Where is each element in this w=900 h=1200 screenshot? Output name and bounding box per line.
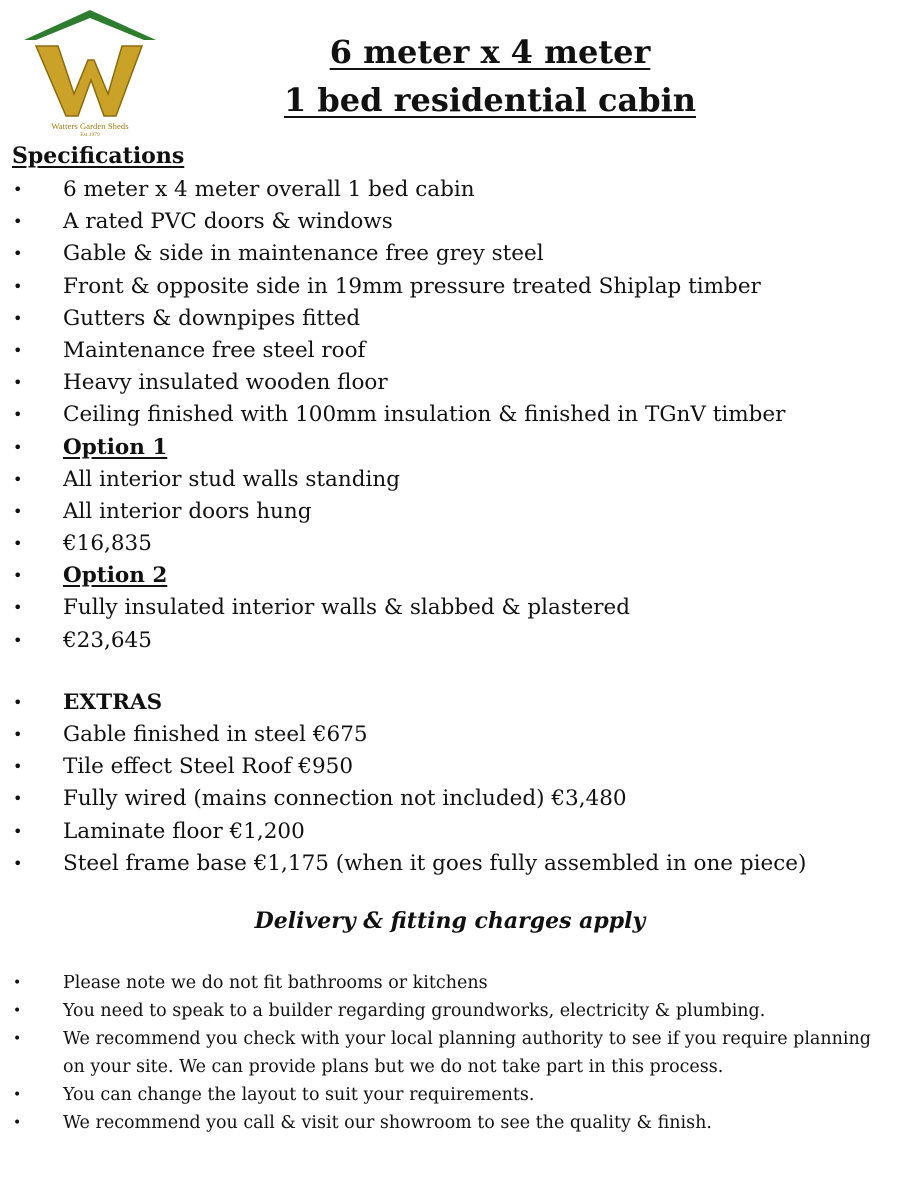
spec-item xyxy=(0,206,806,238)
spec-item xyxy=(0,432,806,464)
notes-list xyxy=(0,969,890,1137)
spec-item xyxy=(0,238,806,270)
spec-item xyxy=(0,783,806,815)
spec-item-text: Steel frame base €1,175 (when it goes fully assembled in one piece) xyxy=(63,850,807,876)
delivery-note: Delivery & fitting charges apply xyxy=(254,908,646,934)
spec-item-text: Gutters & downpipes fitted xyxy=(63,305,361,331)
spec-item xyxy=(0,367,806,399)
note-item: • Please note we do not fit bathrooms or kitchens xyxy=(0,969,890,997)
spec-item-text: EXTRAS xyxy=(63,689,163,715)
spec-item xyxy=(0,303,806,335)
spec-item-text: Gable finished in steel €675 xyxy=(63,722,368,747)
spec-item-text: Gable & side in maintenance free grey steel xyxy=(63,241,544,267)
title-line-2: 1 bed residential cabin xyxy=(283,81,697,119)
spec-item-text: A rated PVC doors & windows xyxy=(63,209,393,235)
spec-item-text: €23,645 xyxy=(63,627,152,653)
note-item: • You need to speak to a builder regarding groundworks, electricity & plumbing. xyxy=(0,997,890,1025)
spec-item-text: Tile effect Steel Roof €950 xyxy=(63,754,353,780)
spec-item-text: Maintenance free steel roof xyxy=(63,337,366,363)
spec-item xyxy=(0,496,806,528)
spec-item-text: All interior doors hung xyxy=(63,498,312,524)
spec-item-text: Front & opposite side in 19mm pressure treated Shiplap timber xyxy=(63,273,761,299)
title-line-1: 6 meter x 4 meter xyxy=(329,33,651,71)
spec-item xyxy=(0,719,806,751)
spec-item-text: Heavy insulated wooden floor xyxy=(63,370,388,396)
logo-company-name: Watters Garden Sheds xyxy=(51,121,129,131)
spec-item-text: Laminate floor €1,200 xyxy=(63,818,305,844)
spec-item xyxy=(0,687,806,719)
spec-item xyxy=(0,592,806,624)
spec-item xyxy=(0,848,806,880)
specifications-list xyxy=(0,174,806,880)
spec-item-text: 6 meter x 4 meter overall 1 bed cabin xyxy=(63,177,475,202)
page-title xyxy=(170,28,810,124)
spec-item-text: Option 2 xyxy=(63,563,168,589)
spec-item xyxy=(0,816,806,848)
spec-item-text: Fully wired (mains connection not included) €3,480 xyxy=(63,786,627,812)
company-logo xyxy=(22,8,158,140)
spec-item-text: Fully insulated interior walls & slabbed & plastered xyxy=(63,595,631,621)
spec-item xyxy=(0,560,806,592)
spec-item xyxy=(0,271,806,303)
spec-item xyxy=(0,625,806,657)
spec-item xyxy=(0,335,806,367)
spec-item xyxy=(0,528,806,560)
spec-item-text: All interior stud walls standing xyxy=(63,466,400,492)
spec-item xyxy=(0,399,806,431)
note-item: • You can change the layout to suit your requirements. xyxy=(0,1081,890,1109)
spec-item xyxy=(0,174,806,206)
spec-item xyxy=(0,464,806,496)
logo-graphic xyxy=(22,8,158,120)
spec-item-text: Option 1 xyxy=(63,434,168,460)
spec-item-text: Ceiling finished with 100mm insulation & finished in TGnV timber xyxy=(63,402,786,428)
specifications-heading: Specifications xyxy=(12,143,185,169)
note-item: • We recommend you call & visit our showroom to see the quality & finish. xyxy=(0,1109,890,1137)
note-item: • We recommend you check with your local planning authority to see if you require planning on your site. We can provide plans but we do not take part in this process. xyxy=(0,1025,890,1081)
logo-established: Est.1979 xyxy=(80,132,100,138)
list-spacer xyxy=(0,657,806,687)
spec-item xyxy=(0,751,806,783)
spec-item-text: €16,835 xyxy=(63,531,152,557)
